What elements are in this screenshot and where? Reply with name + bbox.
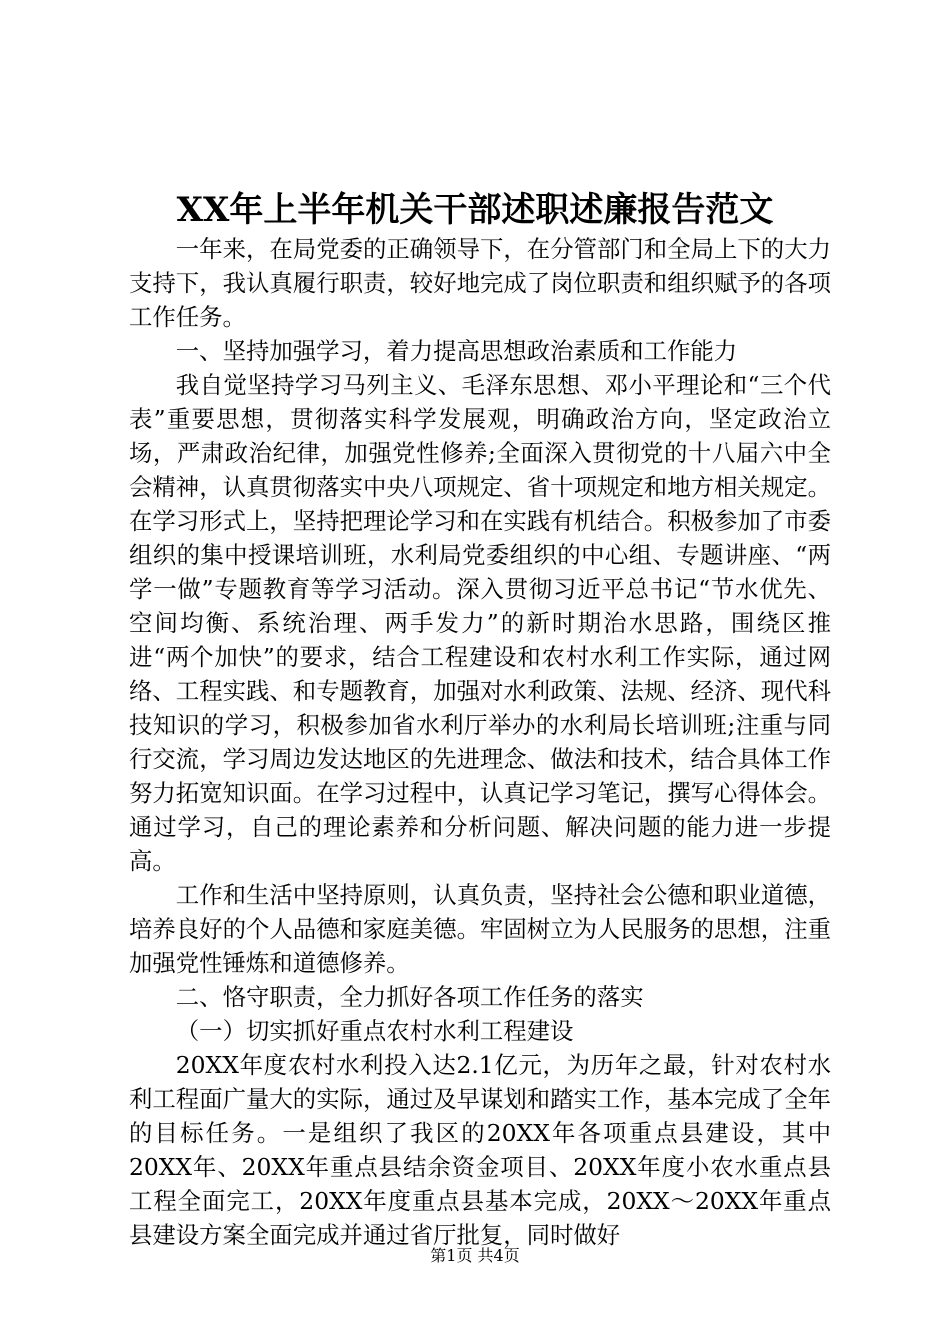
subsection-heading-1: （一）切实抓好重点农村水利工程建设 [175,1017,574,1045]
paragraph-intro: 一年来，在局党委的正确领导下，在分管部门和全局上下的大力支持下，我认真履行职责，较好地完成了岗位职责和组织赋予的各项工作任务。 [129,235,831,331]
section-heading-2: 二、恪守职责，全力抓好各项工作任务的落实 [175,983,644,1011]
section-heading-1: 一、坚持加强学习，着力提高思想政治素质和工作能力 [175,337,738,365]
paragraph-projects: 20XX年度农村水利投入达2.1亿元，为历年之最，针对农村水利工程面广量大的实际，通过及早谋划和踏实工作，基本完成了全年的目标任务。一是组织了我区的20XX年各项重点县建设，其中20XX年、20XX年重点县结余资金项目、20XX年度小农水重点县工程全面完工，20XX年度重点县基本完成，20XX～20XX年重点县建设方案全面完成并通过省厅批复，同时做好 [129,1051,831,1249]
paragraph-ethics: 工作和生活中坚持原则，认真负责，坚持社会公德和职业道德，培养良好的个人品德和家庭美德。牢固树立为人民服务的思想，注重加强党性锤炼和道德修养。 [129,881,831,977]
document-body [129,232,831,1252]
paragraph-study: 我自觉坚持学习马列主义、毛泽东思想、邓小平理论和“三个代表”重要思想，贯彻落实科学发展观，明确政治方向，坚定政治立场，严肃政治纪律，加强党性修养;全面深入贯彻党的十八届六中全会精神，认真贯彻落实中央八项规定、省十项规定和地方相关规定。在学习形式上，坚持把理论学习和在实践有机结合。积极参加了市委组织的集中授课培训班，水利局党委组织的中心组、专题讲座、“两学一做”专题教育等学习活动。深入贯彻习近平总书记“节水优先、空间均衡、系统治理、两手发力”的新时期治水思路，围绕区推进“两个加快”的要求，结合工程建设和农村水利工作实际，通过网络、工程实践、和专题教育，加强对水利政策、法规、经济、现代科技知识的学习，积极参加省水利厅举办的水利局长培训班;注重与同行交流，学习周边发达地区的先进理念、做法和技术，结合具体工作努力拓宽知识面。在学习过程中，认真记学习笔记，撰写心得体会。通过学习，自己的理论素养和分析问题、解决问题的能力进一步提高。 [129,371,831,875]
document-title: XX年上半年机关干部述职述廉报告范文 [176,190,774,230]
page-number-footer: 第1页 共4页 [430,1246,520,1265]
